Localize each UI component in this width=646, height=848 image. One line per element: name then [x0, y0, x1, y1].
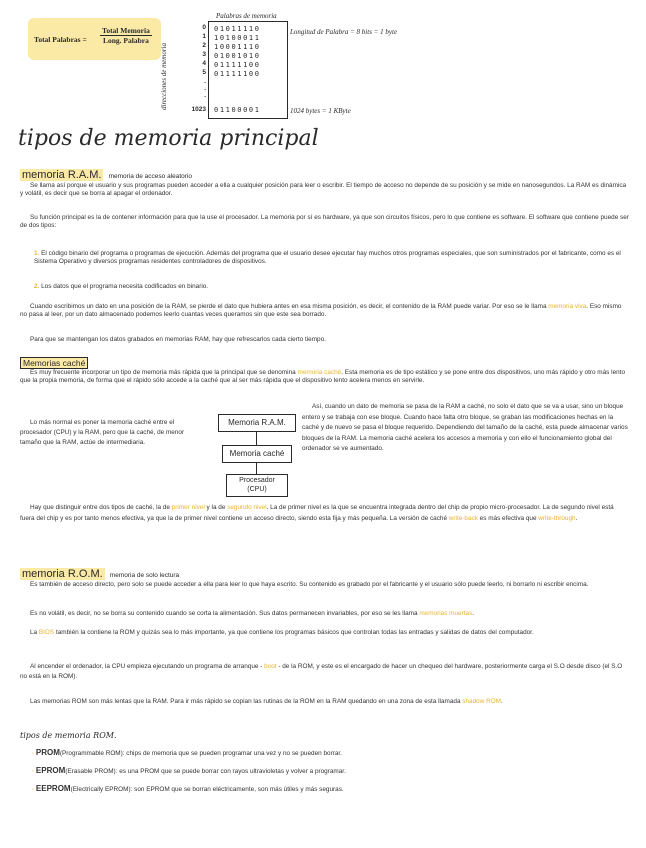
bios-highlight: BIOS: [38, 629, 55, 636]
cpu-sub-label: (CPU): [247, 486, 267, 493]
rom-subtitle: memoria de solo lectura: [109, 572, 180, 579]
cache-paragraph-1: [20, 369, 630, 385]
rom-paragraph-3: [20, 628, 630, 638]
ram-paragraph-4: Para que se mantengan los datos grabados en memorias RAM, hay que refrescarlos cada cierto tiempo.: [30, 336, 326, 343]
grid-address: 1023: [191, 106, 206, 113]
rom-p2-text-a: Es no volátil, es decir, no se borra su contenido cuando se corta la alimentación. Sus datos permanecen invariables, por eso se les llama: [30, 610, 420, 617]
rom-type-text: (Electrically EPROM): son EPROM que se borran eléctricamente, son más útiles y más seguras.: [70, 786, 344, 793]
grid-row: 01100001: [214, 106, 261, 114]
rom-paragraph-2: [20, 610, 630, 618]
cache-p2-text-mid1: y la de: [204, 504, 228, 511]
write-back-highlight: write-back: [448, 514, 478, 522]
cache-p2-text-a: Hay que distinguir entre dos tipos de caché, la de: [30, 504, 172, 511]
grid-side-label: direcciones de memoria: [160, 43, 168, 110]
rom-p4-text-b: - de la ROM, y este es el encargado de hacer un chequeo del hardware, posteriormente carga el S.O desde disco (el S.O no está en la ROM).: [20, 663, 623, 680]
grid-address: .: [204, 78, 206, 85]
rom-type-text: (Erasable PROM): es una PROM que se puede borrar con rayos ultravioletas y volver a programar.: [65, 768, 346, 775]
grid-row: 01111100: [214, 70, 261, 78]
connector-line: [256, 462, 257, 474]
rom-p5-text-a: Las memorias ROM son más lentas que la RAM. Para ir más rápido se copian las rutinas de la ROM en la RAM quedando en una zona de esta llamada: [30, 698, 463, 705]
formula-note: [28, 18, 161, 60]
rom-type-name: PROM: [35, 748, 60, 757]
grid-address: 1: [202, 33, 206, 40]
ram-item-2: [34, 283, 630, 291]
shadow-rom-highlight: shadow ROM: [462, 698, 502, 705]
memoria-cache-highlight: memoria caché: [297, 369, 342, 376]
rom-p4-text-a: Al encender el ordenador, la CPU empieza ejecutando un programa de arranque -: [30, 663, 265, 670]
rom-paragraph-4: [20, 662, 630, 682]
grid-row: 10100011: [214, 34, 261, 42]
connector-line: [256, 431, 257, 445]
ram-subtitle: memoria de acceso aleatorio: [108, 173, 193, 180]
grid-address: 4: [202, 60, 206, 67]
grid-top-label: Palabras de memoria: [216, 12, 277, 20]
grid-row: 01111100: [214, 61, 261, 69]
cache-p2-text-mid2: es más efectiva que: [477, 514, 539, 522]
grid-address: .: [204, 92, 206, 99]
rom-p3-text-a: La: [30, 629, 39, 636]
memory-grid: [208, 21, 288, 119]
rom-paragraph-5: [20, 697, 630, 707]
ram-paragraph-2: Su función principal es la de contener información para que la use el procesador. La memoria por sí es hardware, ya que son circuitos físicos, pero lo que contiene es software. El software que contiene puede ser de dos tipos:: [20, 214, 629, 229]
rom-type-item: [32, 749, 632, 758]
item-number-1: 1.: [34, 250, 42, 257]
ram-p3-text-a: Cuando escribimos un dato en una posición de la RAM, se pierde el dato que hubiera antes en esa misma posición, es decir, el contenido de la RAM puede variar. Por eso se le llama: [30, 303, 549, 310]
grid-row: 01011110: [214, 25, 261, 33]
grid-address: 5: [202, 69, 206, 76]
ram-p3-text-b: . Eso mismo no pasa al leer, por un dato almacenado podemos leerlo cuantas veces queramos sin que este sea borrado.: [20, 303, 622, 318]
ram-heading: memoria R.A.M.: [22, 169, 102, 181]
rom-type-text: (Programmable ROM): chips de memoria que se pueden programar una vez y no se pueden borrar.: [59, 750, 342, 757]
rom-type-name: EEPROM: [35, 784, 71, 793]
formula-numerator: Total Memoria: [102, 26, 150, 35]
bullet-dot: ·: [32, 750, 36, 757]
cache-heading: Memorias caché: [20, 357, 88, 369]
rom-type-name: EPROM: [35, 766, 66, 775]
grid-row: 01001010: [214, 52, 261, 60]
cache-paragraph-2: [20, 503, 630, 524]
bullet-dot: ·: [32, 786, 36, 793]
rom-heading-row: [20, 562, 179, 581]
cache-p2-text-b: . La de primer nivel es la que se encuentra integrada dentro del chip de propio micro-procesador. La de segundo nivel está fuera del chip y es por tanto menos efectiva, ya que la de primer nivel contiene un acceso directo, siendo esta fija y más pequeña. La versión de caché: [20, 504, 614, 522]
formula-fraction: [100, 26, 152, 45]
formula-denominator: Long. Palabra: [103, 36, 149, 45]
rom-paragraph-1: Es también de acceso directo, pero solo se puede acceder a ella para leer lo que haya escrito. Su contenido es grabado por el fabricante y el usuario sólo puede leerlo, ni borrarlo ni escribir encima.: [30, 581, 589, 588]
item-number-2: 2.: [34, 283, 42, 290]
rom-p5-text-b: .: [501, 698, 503, 705]
boot-highlight: boot: [264, 663, 277, 670]
rom-type-item: [32, 785, 632, 794]
ram-item-2-text: Los datos que el programa necesita codificados en binario.: [41, 283, 209, 290]
ram-paragraph-3: [20, 303, 630, 319]
word-length-note: Longitud de Palabra = 8 bits = 1 byte: [290, 28, 398, 36]
memoria-viva-highlight: memoria viva: [548, 303, 587, 310]
total-bytes-note: 1024 bytes = 1 KByte: [290, 107, 351, 115]
grid-address: 2: [202, 42, 206, 49]
grid-row: 10001110: [214, 43, 261, 51]
cache-p1-text-b: . Esta memoria es de tipo estático y se pone entre dos dispositivos, uno más rápido y otro más lento que la propia memoria, de forma que el rápido sólo accede a la caché que al ser más rápida que el dispositivo lento acelera menos en servirle.: [20, 369, 626, 384]
ram-box: Memoria R.A.M.: [218, 414, 296, 432]
primer-nivel-highlight: primer nivel: [171, 504, 205, 511]
ram-item-1-text: El código binario del programa o programas de ejecución. Además del programa que el usuario desee ejecutar hay muchos otros programas especiales, que son suministrados por el fabricante, como es el Sistema Operativo y diversos programas residentes controladores de dispositivos.: [34, 250, 621, 265]
write-through-highlight: write-through: [538, 514, 576, 522]
memorias-muertas-highlight: memorias muertas: [419, 610, 473, 617]
cpu-box: [226, 474, 288, 497]
rom-type-item: [32, 767, 632, 776]
cache-p2-text-c: .: [575, 514, 578, 522]
grid-address: .: [204, 85, 206, 92]
rom-p3-text-b: también la contiene la ROM y quizás sea lo más importante, ya que contiene los programas básicos que controlan todas las entradas y salidas de datos del computador.: [54, 629, 534, 636]
rom-types-title: tipos de memoria ROM.: [20, 731, 117, 740]
ram-item-1: [34, 250, 630, 266]
ram-paragraph-1: Se llama así porque el usuario y sus programas pueden acceder a ella a cualquier posición para leer o escribir. El tiempo de acceso no depende de su posición y se mide en nanosegundos. La RAM es dinámica y volátil, es decir que se borra al apagar el ordenador.: [20, 182, 627, 197]
cache-left-text: Lo más normal es poner la memoria caché entre el procesador (CPU) y la RAM, pero que la caché, de menor tamaño que la RAM, actúe de intermediaria.: [20, 419, 185, 446]
rom-p2-text-b: .: [472, 610, 475, 617]
grid-address: 0: [202, 24, 206, 31]
cache-p1-text-a: Es muy frecuente incorporar un tipo de memoria más rápida que la principal que se denomina: [30, 369, 298, 376]
cpu-label: Procesador: [239, 477, 275, 484]
bullet-dot: ·: [32, 768, 36, 775]
ram-heading-row: [20, 163, 192, 182]
segundo-nivel-highlight: segundo nivel: [227, 504, 267, 511]
page-title: tipos de memoria principal: [18, 126, 319, 151]
rom-heading: memoria R.O.M.: [22, 568, 103, 580]
cache-heading-row: [20, 351, 88, 370]
cache-right-text: Así, cuando un dato de memoria se pasa de la RAM a caché, no solo el dato que se va a usar, sino un bloque entero y se trabaja con ese bloque. Cuando hace falta otro bloque, se graban las modificaciones hechas en la caché y de nuevo se pasa el bloque requerido. Dependiendo del tamaño de la caché, esta puede almacenar varios bloques de la RAM. La memoria caché acelera los accesos a memoria y con ello el funcionamiento global del ordenador se ve aumentado.: [302, 403, 628, 452]
cache-box: Memoria caché: [222, 445, 292, 463]
grid-address: 3: [202, 51, 206, 58]
formula-left: Total Palabras =: [34, 35, 87, 44]
